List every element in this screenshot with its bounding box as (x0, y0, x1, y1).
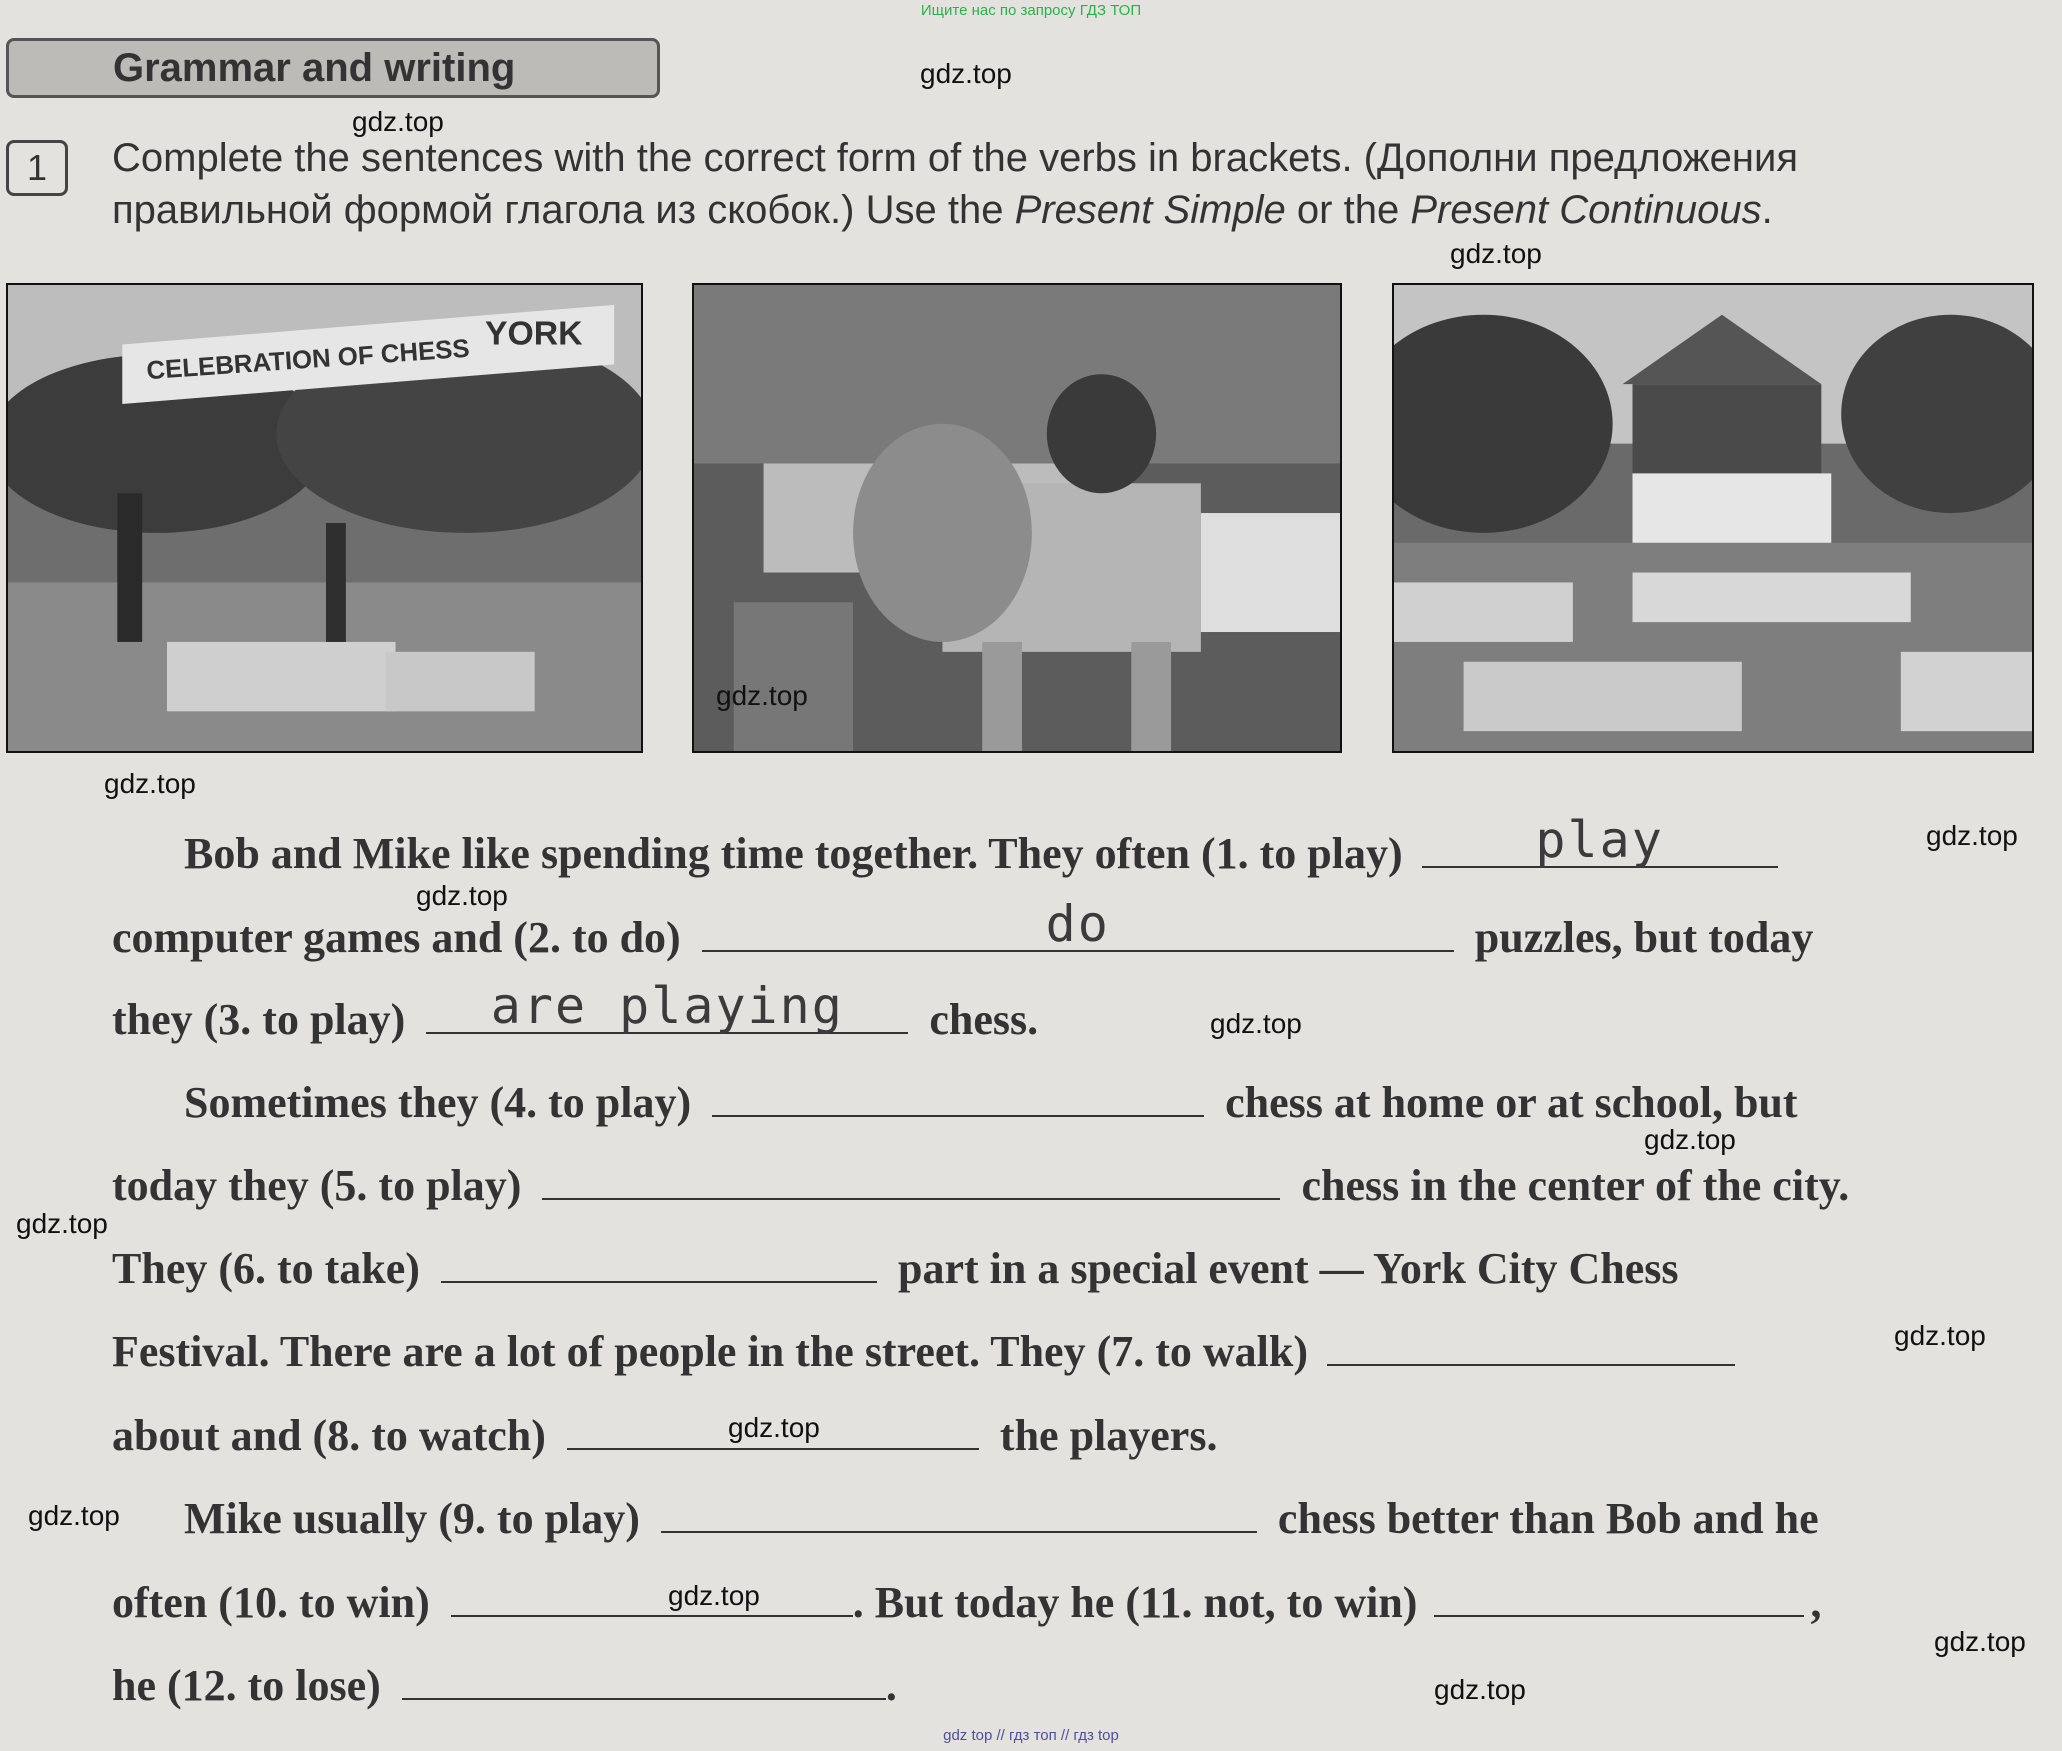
sentence-fragment: about and (8. to watch) (112, 1411, 546, 1460)
sentence-fragment: computer games and (2. to do) (112, 913, 681, 962)
text-line-11 (112, 1654, 897, 1714)
sentence-fragment: Sometimes they (4. to play) (184, 1078, 692, 1127)
watermark: gdz.top (1644, 1124, 1736, 1155)
handwritten-answer-2: do (1045, 895, 1110, 953)
banner-text-left: CELEBRATION OF CHESS (145, 334, 471, 386)
instruction-text: . (1761, 188, 1773, 232)
text-line-3 (112, 977, 1039, 1048)
watermark: gdz.top (104, 768, 196, 799)
sentence-fragment: chess. (929, 995, 1039, 1044)
answer-blank-6[interactable] (441, 1237, 877, 1283)
watermark: gdz.top (28, 1500, 120, 1531)
photo-outdoor-chess-boards (1392, 283, 2034, 753)
sentence-fragment: Festival. There are a lot of people in the street. They (7. to walk) (112, 1327, 1309, 1376)
instruction-line-2 (112, 188, 1773, 233)
text-line-4 (184, 1071, 1798, 1131)
watermark: gdz.top (1450, 238, 1542, 269)
sentence-fragment: chess in the center of the city. (1301, 1161, 1850, 1210)
exercise-number: 1 (6, 140, 68, 196)
handwritten-answer-3: are playing (490, 977, 844, 1035)
sentence-fragment: they (3. to play) (112, 995, 406, 1044)
instruction-text: правильной формой глагола из скобок.) Use the (112, 188, 1015, 232)
sentence-fragment: part in a special event — York City Chess (897, 1244, 1679, 1293)
watermark: gdz.top (16, 1208, 108, 1239)
answer-blank-9[interactable] (661, 1487, 1257, 1533)
watermark: gdz.top (1934, 1626, 2026, 1657)
section-title: Grammar and writing (6, 38, 660, 98)
tense-present-simple: Present Simple (1014, 188, 1286, 232)
text-line-7 (112, 1320, 1735, 1380)
watermark: gdz.top (416, 880, 508, 911)
sentence-fragment: often (10. to win) (112, 1578, 430, 1627)
footer-note: gdz top // гдз топ // гдз top (943, 1727, 1119, 1744)
instruction-text: or the (1285, 188, 1411, 232)
banner-text-right: YORK (484, 314, 583, 353)
photo-chess-festival-banner (6, 283, 643, 753)
answer-blank-2[interactable] (702, 895, 1454, 953)
answer-blank-1[interactable] (1422, 811, 1778, 869)
watermark: gdz.top (1434, 1674, 1526, 1705)
answer-blank-11[interactable] (1434, 1571, 1804, 1617)
search-hint: Ищите нас по запросу ГДЗ ТОП (920, 2, 1142, 19)
text-line-5 (112, 1154, 1849, 1214)
watermark: gdz.top (1926, 820, 2018, 851)
text-line-8 (112, 1404, 1217, 1464)
text-line-10 (112, 1571, 1821, 1631)
sentence-fragment: today they (5. to play) (112, 1161, 522, 1210)
answer-blank-5[interactable] (542, 1154, 1280, 1200)
answer-blank-7[interactable] (1327, 1320, 1735, 1366)
sentence-fragment: he (12. to lose) (112, 1661, 381, 1710)
sentence-fragment: . (885, 1661, 897, 1710)
tense-present-continuous: Present Continuous (1410, 188, 1762, 232)
answer-blank-10[interactable] (451, 1571, 853, 1617)
watermark: gdz.top (1210, 1008, 1302, 1039)
watermark: gdz.top (668, 1580, 760, 1611)
text-line-6 (112, 1237, 1679, 1297)
sentence-fragment: Mike usually (9. to play) (184, 1494, 640, 1543)
answer-blank-4[interactable] (712, 1071, 1204, 1117)
handwritten-answer-1: play (1535, 811, 1664, 869)
text-line-1 (184, 811, 1778, 882)
sentence-fragment: chess better than Bob and he (1277, 1494, 1819, 1543)
sentence-fragment: . But today he (11. not, to win) (852, 1578, 1418, 1627)
text-line-9 (184, 1487, 1819, 1547)
watermark: gdz.top (920, 58, 1012, 89)
watermark: gdz.top (352, 106, 444, 137)
sentence-fragment: puzzles, but today (1474, 913, 1814, 962)
sentence-fragment: Bob and Mike like spending time together. They often (1. to play) (184, 829, 1403, 878)
sentence-fragment: They (6. to take) (112, 1244, 420, 1293)
answer-blank-3[interactable] (426, 977, 908, 1035)
watermark: gdz.top (728, 1412, 820, 1443)
instruction-line-1: Complete the sentences with the correct form of the verbs in brackets. (Дополни предложения (112, 136, 1798, 180)
watermark: gdz.top (716, 680, 808, 711)
watermark: gdz.top (1894, 1320, 1986, 1351)
answer-blank-12[interactable] (402, 1654, 886, 1700)
sentence-fragment: chess at home or at school, but (1225, 1078, 1798, 1127)
sentence-fragment: , (1810, 1578, 1822, 1627)
sentence-fragment: the players. (999, 1411, 1218, 1460)
